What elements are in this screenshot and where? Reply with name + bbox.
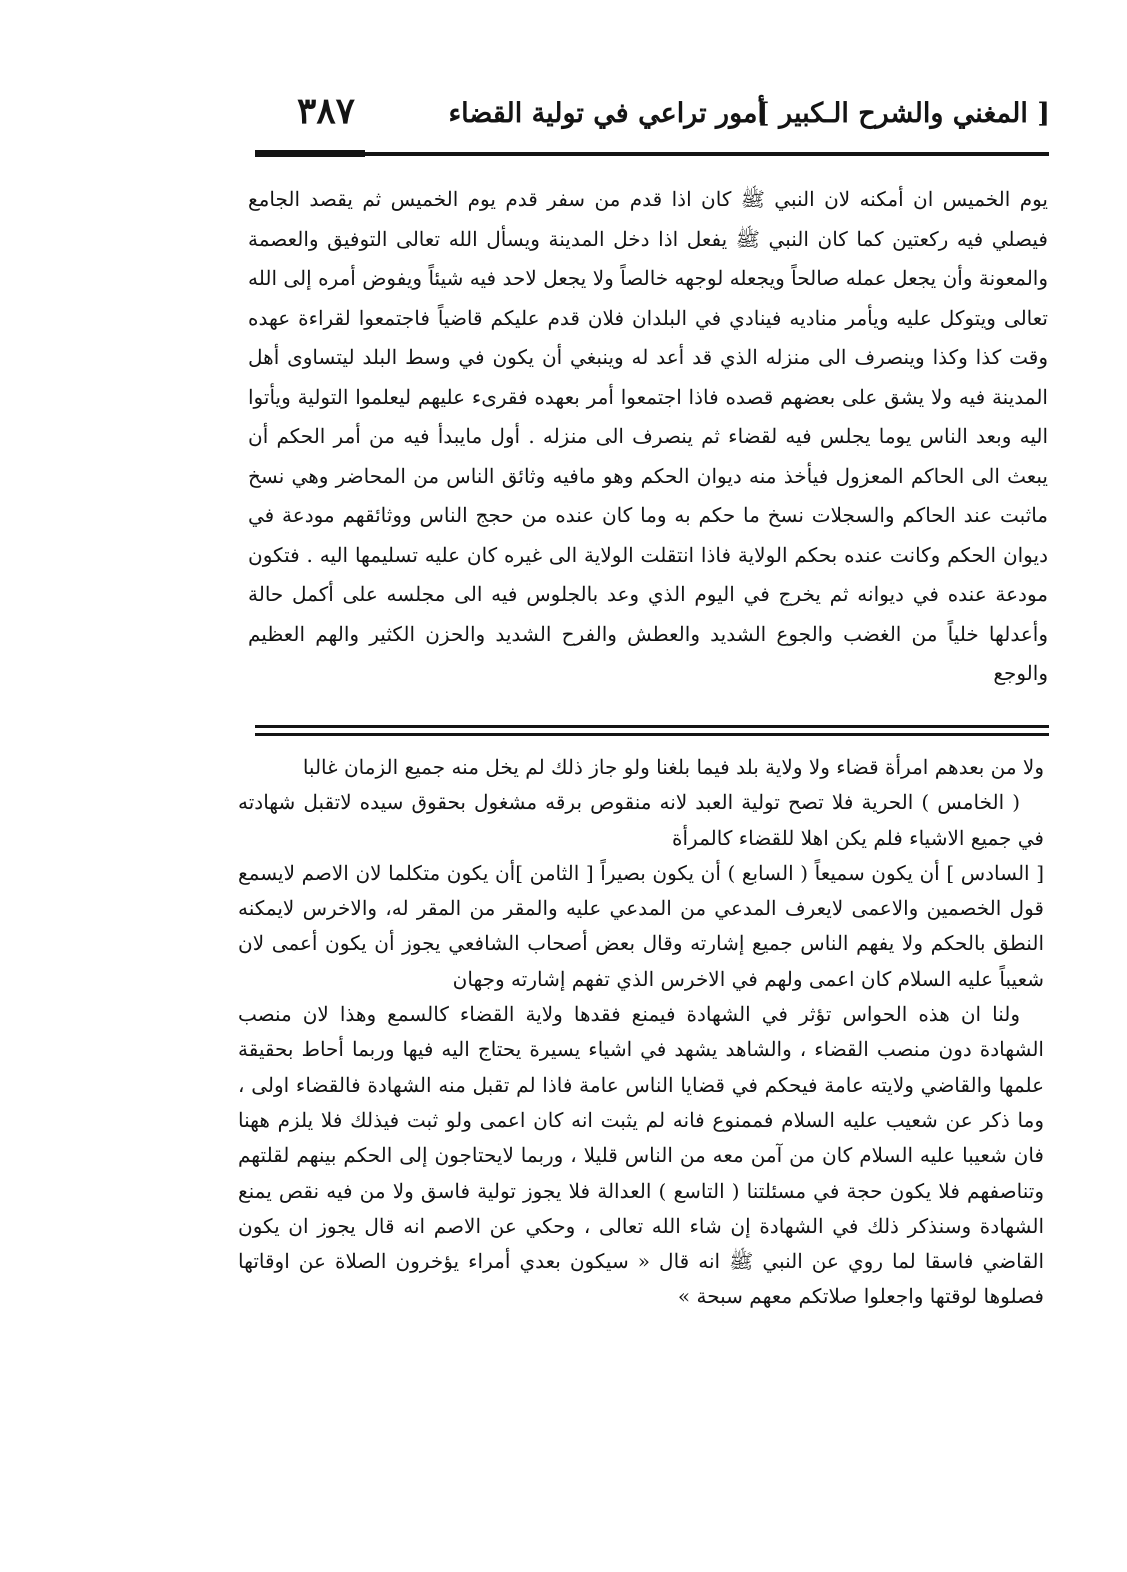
- paragraph: ( الخامس ) الحرية فلا تصح تولية العبد لانه منقوص برقه مشغول بحقوق سيده لاتقبل شهادته في جميع الاشياء فلم يكن اهلا للقضاء كالمرأة: [238, 790, 1044, 850]
- paragraph: [ السادس ] أن يكون سميعاً ( السابع ) أن يكون بصيراً [ الثامن ]أن يكون متكلما لان الاصم لايسمع قول الخصمين والاعمى لايعرف المدعي من المدعي عليه والمقر من المقر له، والاخرس لايمكنه النطق بالحكم ولا يفهم الناس جميع إشارته وقال بعض أصحاب الشافعي يجوز أن يكون أعمى لان شعيباً عليه السلام كان اعمى ولهم في الاخرس الذي تفهم إشارته وجهان: [238, 860, 1044, 991]
- paragraph: ولنا ان هذه الحواس تؤثر في الشهادة فيمنع فقدها ولاية القضاء كالسمع وهذا لان منصب الشهادة دون منصب القضاء ، والشاهد يشهد في اشياء يسيرة يحتاج اليه فيها وربما أحاط بحقيقة علمها والقاضي ولايته عامة فيحكم في قضايا الناس عامة فاذا لم تقبل منه الشهادة فالقضاء اولى ، وما ذكر عن شعيب عليه السلام فممنوع فانه لم يثبت انه كان اعمى ولو ثبت فيذلك فلا يلزم ههنا فان شعيبا عليه السلام كان من آمن معه من الناس قليلا ، وربما لايحتاجون إلى الحكم بينهم لقلتهم وتناصفهم فلا يكون حجة في مسئلتنا ( التاسع ) العدالة فلا يجوز تولية فاسق ولا من فيه نقص يمنع الشهادة وسنذكر ذلك في الشهادة إن شاء الله تعالى ، وحكي عن الاصم انه قال يجوز ان يكون القاضي فاسقا لما روي عن النبي ﷺ انه قال « سيكون بعدي أمراء يؤخرون الصلاة عن اوقاتها فصلوها لوقتها واجعلوا صلاتكم معهم سبحة »: [238, 1002, 1045, 1309]
- commentary-text-block: [238, 750, 1044, 1510]
- paragraph: ولا من بعدهم امرأة قضاء ولا ولاية بلد فيما بلغنا ولو جاز ذلك لم يخل منه جميع الزمان غالبا: [302, 755, 1044, 779]
- page-header: [255, 90, 1050, 144]
- header-rule: [255, 152, 1049, 156]
- header-rule-thick: [255, 150, 365, 157]
- section-title: أمور تراعي في تولية القضاء: [448, 98, 765, 129]
- section-divider-top: [255, 725, 1049, 728]
- section-divider-bottom: [255, 733, 1049, 736]
- page-number: ٣٨٧: [297, 90, 356, 132]
- main-text-block: يوم الخميس ان أمكنه لان النبي ﷺ كان اذا قدم من سفر قدم يوم الخميس ثم يقصد الجامع فيصلي فيه ركعتين كما كان النبي ﷺ يفعل اذا دخل المدينة ويسأل الله تعالى التوفيق والعصمة والمعونة وأن يجعل عمله صالحاً ويجعله لوجهه خالصاً ولا يجعل لاحد فيه شيئاً ويفوض أمره إلى الله تعالى ويتوكل عليه ويأمر مناديه فينادي في البلدان فلان قدم عليكم قاضياً فاجتمعوا لقراءة عهده وقت كذا وكذا وينصرف الى منزله الذي قد أعد له وينبغي أن يكون في وسط البلد ليتساوى أهل المدينة فيه ولا يشق على بعضهم قصده فاذا اجتمعوا أمر بعهده فقرىء عليهم ليعلموا التولية ويأتوا اليه وبعد الناس يوما يجلس فيه لقضاء ثم ينصرف الى منزله . أول مايبدأ فيه من أمر الحكم أن يبعث الى الحاكم المعزول فيأخذ منه ديوان الحكم وهو مافيه وثائق الناس من المحاضر وهي نسخ ماثبت عند الحاكم والسجلات نسخ ما حكم به وما كان عنده من حجج الناس ووثائقهم مودعة في ديوان الحكم وكانت عنده بحكم الولاية فاذا انتقلت الولاية الى غيره كان عليه تسليمها اليه . فتكون مودعة عنده في ديوانه ثم يخرج في اليوم الذي وعد بالجلوس فيه الى مجلسه على أكمل حالة وأعدلها خلياً من الغضب والجوع الشديد والعطش والفرح الشديد والحزن الكثير والهم العظيم والوجع: [248, 187, 1048, 685]
- running-title: [ المغني والشرح الـكبير ]: [756, 98, 1050, 129]
